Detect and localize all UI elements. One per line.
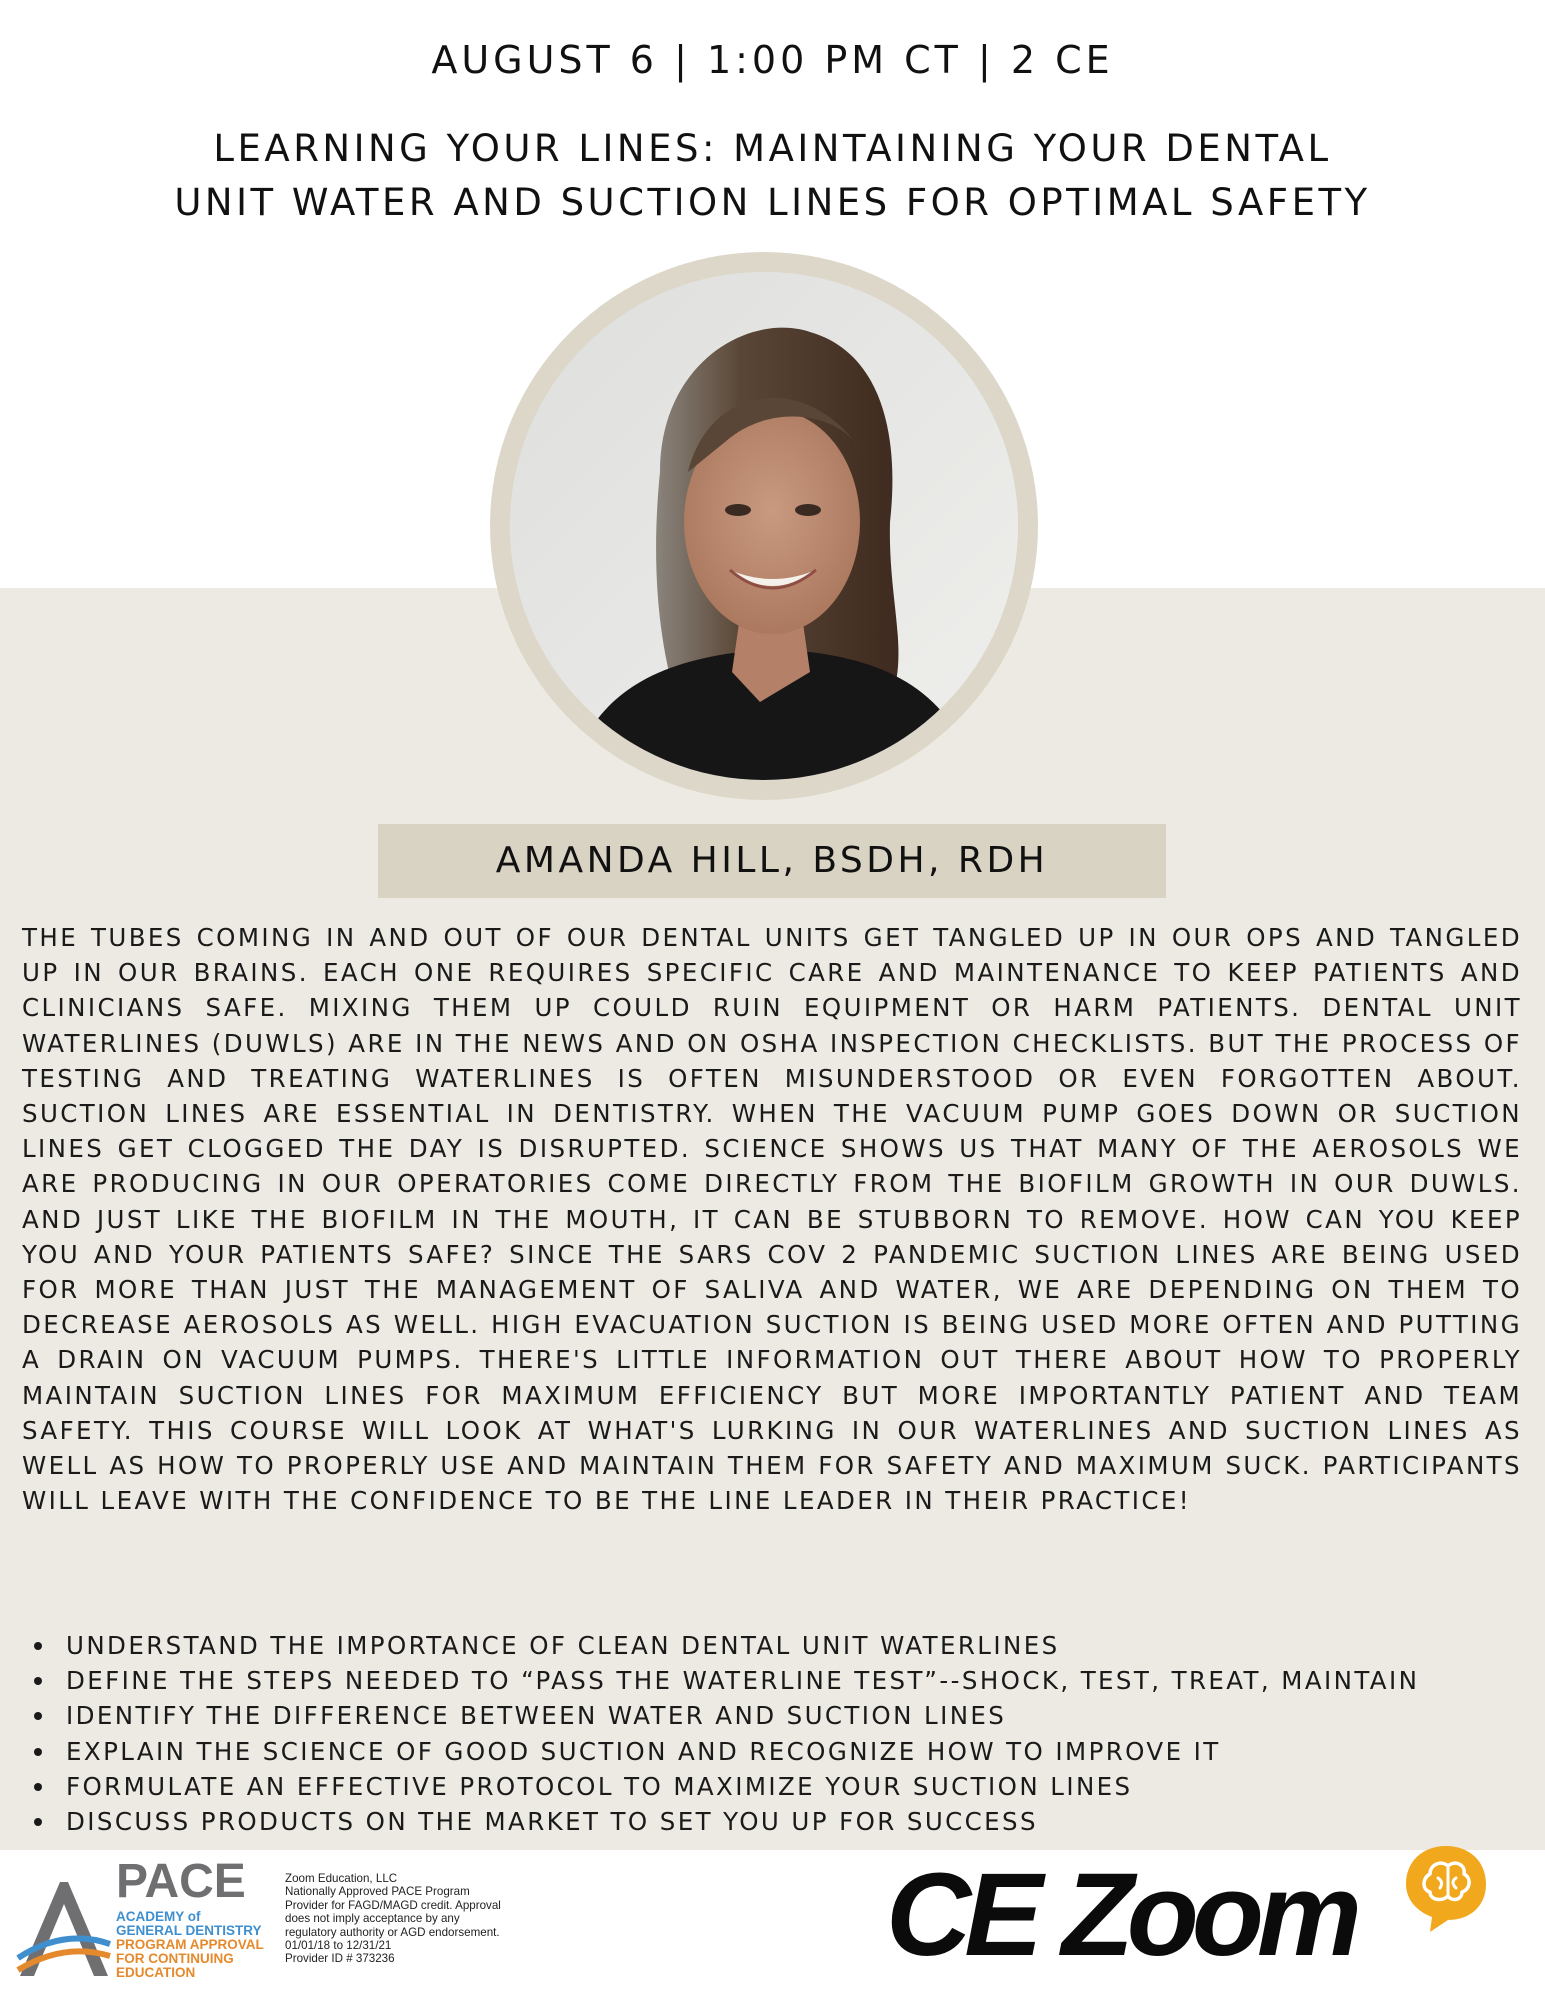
learning-objectives-list xyxy=(22,1628,1522,1839)
pace-logo-line: FOR CONTINUING xyxy=(116,1951,234,1966)
list-item: EXPLAIN THE SCIENCE OF GOOD SUCTION AND RECOGNIZE HOW TO IMPROVE IT xyxy=(22,1734,1522,1769)
list-item: DEFINE THE STEPS NEEDED TO “PASS THE WATERLINE TEST”--SHOCK, TEST, TREAT, MAINTAIN xyxy=(22,1663,1522,1698)
list-item: DISCUSS PRODUCTS ON THE MARKET TO SET YOU UP FOR SUCCESS xyxy=(22,1804,1522,1839)
pace-logo-line: EDUCATION xyxy=(116,1965,196,1980)
provider-text-line: Zoom Education, LLC xyxy=(285,1872,398,1885)
course-title xyxy=(100,122,1445,230)
list-item: UNDERSTAND THE IMPORTANCE OF CLEAN DENTAL UNIT WATERLINES xyxy=(22,1628,1522,1663)
provider-text-line: Provider for FAGD/MAGD credit. Approval xyxy=(285,1898,501,1912)
course-title-line-1: LEARNING YOUR LINES: MAINTAINING YOUR DENTAL xyxy=(213,127,1332,170)
provider-text-line: Provider ID # 373236 xyxy=(285,1952,395,1966)
provider-text-line: regulatory authority or AGD endorsement. xyxy=(285,1925,500,1939)
pace-logo-line: GENERAL DENTISTRY xyxy=(116,1923,262,1938)
event-date-time: AUGUST 6 | 1:00 PM CT | 2 CE xyxy=(431,38,1114,82)
pace-logo-line: ACADEMY of xyxy=(116,1909,201,1924)
pace-a-icon xyxy=(14,1858,114,1993)
provider-text-line: Nationally Approved PACE Program xyxy=(285,1885,470,1899)
pace-wordmark: PACE xyxy=(116,1855,246,1908)
speaker-photo xyxy=(510,272,1018,780)
provider-text-line: 01/01/18 to 12/31/21 xyxy=(285,1939,392,1953)
pace-logo-line: PROGRAM APPROVAL xyxy=(116,1937,264,1952)
brain-speech-bubble-icon xyxy=(1400,1840,1492,1936)
pace-logo xyxy=(14,1855,284,1993)
ce-zoom-logo xyxy=(880,1834,1500,1994)
course-title-line-2: UNIT WATER AND SUCTION LINES FOR OPTIMAL SAFETY xyxy=(174,181,1371,224)
ce-zoom-wordmark: CE Zoom xyxy=(886,1849,1355,1981)
list-item: IDENTIFY THE DIFFERENCE BETWEEN WATER AND SUCTION LINES xyxy=(22,1698,1522,1733)
list-item: FORMULATE AN EFFECTIVE PROTOCOL TO MAXIMIZE YOUR SUCTION LINES xyxy=(22,1769,1522,1804)
speaker-name: AMANDA HILL, BSDH, RDH xyxy=(378,824,1166,898)
speaker-portrait-image xyxy=(510,272,1018,780)
course-description: THE TUBES COMING IN AND OUT OF OUR DENTAL UNITS GET TANGLED UP IN OUR OPS AND TANGLED UP IN OUR BRAINS. EACH ONE REQUIRES SPECIFIC CARE AND MAINTENANCE TO KEEP PATIENTS AND CLINICIANS SAFE. MIXING THEM UP COULD RUIN EQUIPMENT OR HARM PATIENTS. DENTAL UNIT WATERLINES (DUWLS) ARE IN THE NEWS AND ON OSHA INSPECTION CHECKLISTS. BUT THE PROCESS OF TESTING AND TREATING WATERLINES IS OFTEN MISUNDERSTOOD OR EVEN FORGOTTEN ABOUT. SUCTION LINES ARE ESSENTIAL IN DENTISTRY. WHEN THE VACUUM PUMP GOES DOWN OR SUCTION LINES GET CLOGGED THE DAY IS DISRUPTED. SCIENCE SHOWS US THAT MANY OF THE AEROSOLS WE ARE PRODUCING IN OUR OPERATORIES COME DIRECTLY FROM THE BIOFILM GROWTH IN OUR DUWLS. AND JUST LIKE THE BIOFILM IN THE MOUTH, IT CAN BE STUBBORN TO REMOVE. HOW CAN YOU KEEP YOU AND YOUR PATIENTS SAFE? SINCE THE SARS COV 2 PANDEMIC SUCTION LINES ARE BEING USED FOR MORE THAN JUST THE MANAGEMENT OF SALIVA AND WATER, WE ARE DEPENDING ON THEM TO DECREASE AEROSOLS AS WELL. HIGH EVACUATION SUCTION IS BEING USED MORE OFTEN AND PUTTING A DRAIN ON VACUUM PUMPS. THERE'S LITTLE INFORMATION OUT THERE ABOUT HOW TO PROPERLY MAINTAIN SUCTION LINES FOR MAXIMUM EFFICIENCY BUT MORE IMPORTANTLY PATIENT AND TEAM SAFETY. THIS COURSE WILL LOOK AT WHAT'S LURKING IN OUR WATERLINES AND SUCTION LINES AS WELL AS HOW TO PROPERLY USE AND MAINTAIN THEM FOR SAFETY AND MAXIMUM SUCK. PARTICIPANTS WILL LEAVE WITH THE CONFIDENCE TO BE THE LINE LEADER IN THEIR PRACTICE! xyxy=(22,923,1522,1516)
pace-provider-statement xyxy=(285,1872,555,1966)
provider-text-line: does not imply acceptance by any xyxy=(285,1912,460,1926)
